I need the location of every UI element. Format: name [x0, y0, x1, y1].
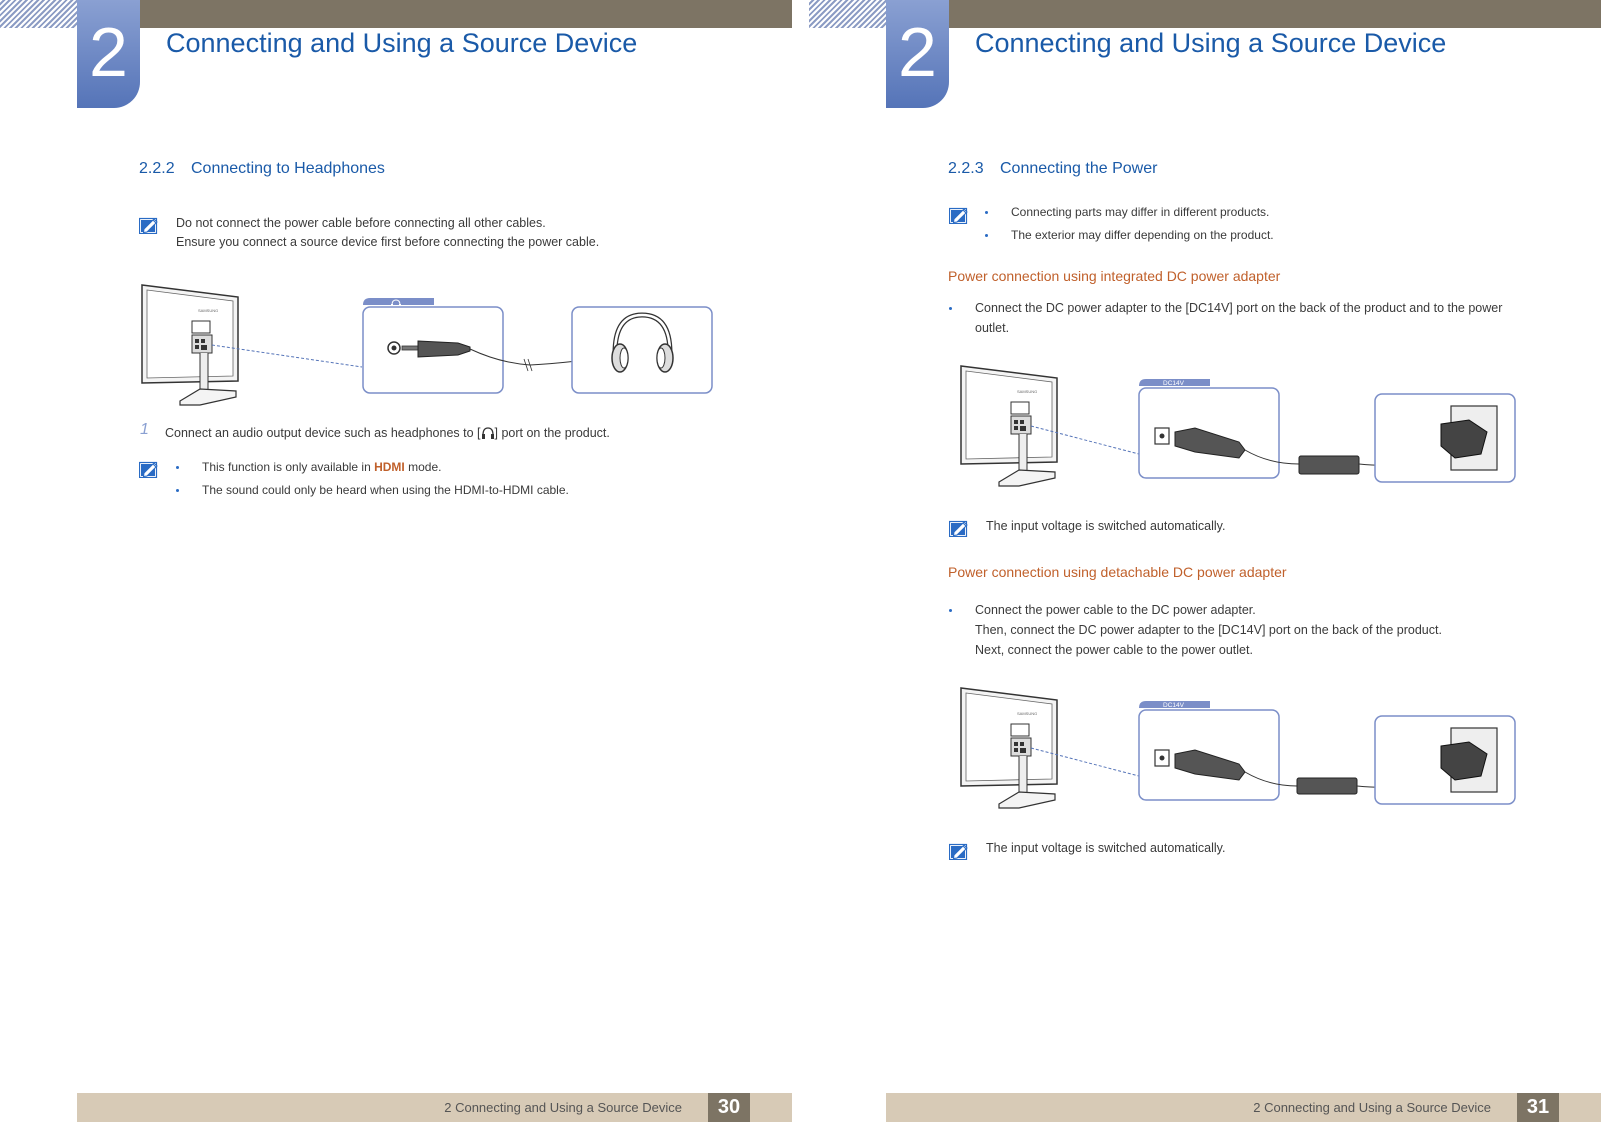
footer-text: 2 Connecting and Using a Source Device: [444, 1100, 682, 1115]
monitor-illustration: [142, 285, 238, 405]
note-bullet: This function is only available in HDMI mode.: [202, 457, 441, 477]
top-bar: [140, 0, 792, 28]
monitor-brand: SAMSUNG: [1017, 389, 1038, 394]
note-pencil-icon: [949, 206, 969, 224]
footer-bar: [886, 1093, 1601, 1122]
subsection-title: Power connection using detachable DC power adapter: [948, 564, 1287, 580]
hatch-decoration: [0, 0, 77, 28]
hatch-decoration: [809, 0, 886, 28]
headphone-icon: [481, 426, 495, 440]
chapter-tab: [886, 0, 949, 108]
subsection-bullet: Connect the DC power adapter to the [DC14V] port on the back of the product and to the power: [975, 298, 1502, 318]
power-adapter-brick: [1299, 456, 1359, 474]
step-text: [165, 423, 610, 443]
top-bar: [949, 0, 1601, 28]
subsection-bullet-continued: outlet.: [975, 321, 1010, 335]
power-adapter-brick: [1297, 778, 1357, 794]
step-number: 1: [140, 421, 149, 438]
chapter-title: Connecting and Using a Source Device: [166, 28, 638, 58]
section-title: Connecting to Headphones: [191, 160, 385, 177]
note-line: Do not connect the power cable before connecting all other cables.: [176, 216, 546, 230]
section-number: 2.2.2: [139, 160, 175, 177]
note-bullet: Connecting parts may differ in different products.: [1011, 202, 1269, 222]
chapter-number: 2: [898, 13, 937, 91]
port-label: DC14V: [1163, 702, 1184, 709]
chapter-number: 2: [89, 13, 128, 91]
power-connection-diagram-detachable: [959, 686, 1539, 822]
hdmi-highlight: HDMI: [374, 460, 405, 474]
monitor-brand: SAMSUNG: [198, 308, 219, 313]
port-label: DC14V: [1163, 380, 1184, 387]
voltage-note: The input voltage is switched automatically.: [986, 841, 1226, 855]
monitor-illustration: [961, 366, 1057, 486]
audio-plug-tip: [402, 346, 420, 350]
step-text-before: Connect an audio output device such as headphones to [: [165, 426, 481, 440]
headphone-connection-diagram: [140, 283, 725, 413]
section-heading: [948, 160, 1157, 178]
voltage-note: The input voltage is switched automatically.: [986, 519, 1226, 533]
section-title: Connecting the Power: [1000, 160, 1158, 177]
step-text-after: ] port on the product.: [494, 426, 610, 440]
subsection-bullet-continued: Then, connect the DC power adapter to the [DC14V] port on the back of the product.: [975, 623, 1442, 637]
headphones-box: [572, 307, 712, 393]
left-page: [0, 0, 792, 1122]
note-pencil-icon: [949, 519, 969, 537]
page-number: 31: [1517, 1093, 1559, 1122]
section-heading: [139, 160, 385, 178]
monitor-brand: SAMSUNG: [1017, 711, 1038, 716]
monitor-illustration: [961, 688, 1057, 808]
power-connection-diagram-integrated: [959, 364, 1539, 500]
note-line: Ensure you connect a source device first before connecting the power cable.: [176, 235, 600, 249]
page-number: 30: [708, 1093, 750, 1122]
section-number: 2.2.3: [948, 160, 984, 177]
subsection-title: Power connection using integrated DC power adapter: [948, 268, 1281, 284]
subsection-bullet-continued: Next, connect the power cable to the power outlet.: [975, 643, 1253, 657]
note-pencil-icon: [139, 216, 159, 234]
footer-text: 2 Connecting and Using a Source Device: [1253, 1100, 1491, 1115]
chapter-title: Connecting and Using a Source Device: [975, 28, 1447, 58]
note-bullet: The sound could only be heard when using the HDMI-to-HDMI cable.: [202, 480, 569, 500]
note-pencil-icon: [949, 842, 969, 860]
port-label-tab: [363, 298, 434, 305]
note-pencil-icon: [139, 460, 159, 478]
note-bullet: The exterior may differ depending on the product.: [1011, 225, 1274, 245]
chapter-tab: [77, 0, 140, 108]
footer-bar: [77, 1093, 792, 1122]
right-page: [809, 0, 1601, 1122]
subsection-bullet: Connect the power cable to the DC power adapter.: [975, 600, 1256, 620]
